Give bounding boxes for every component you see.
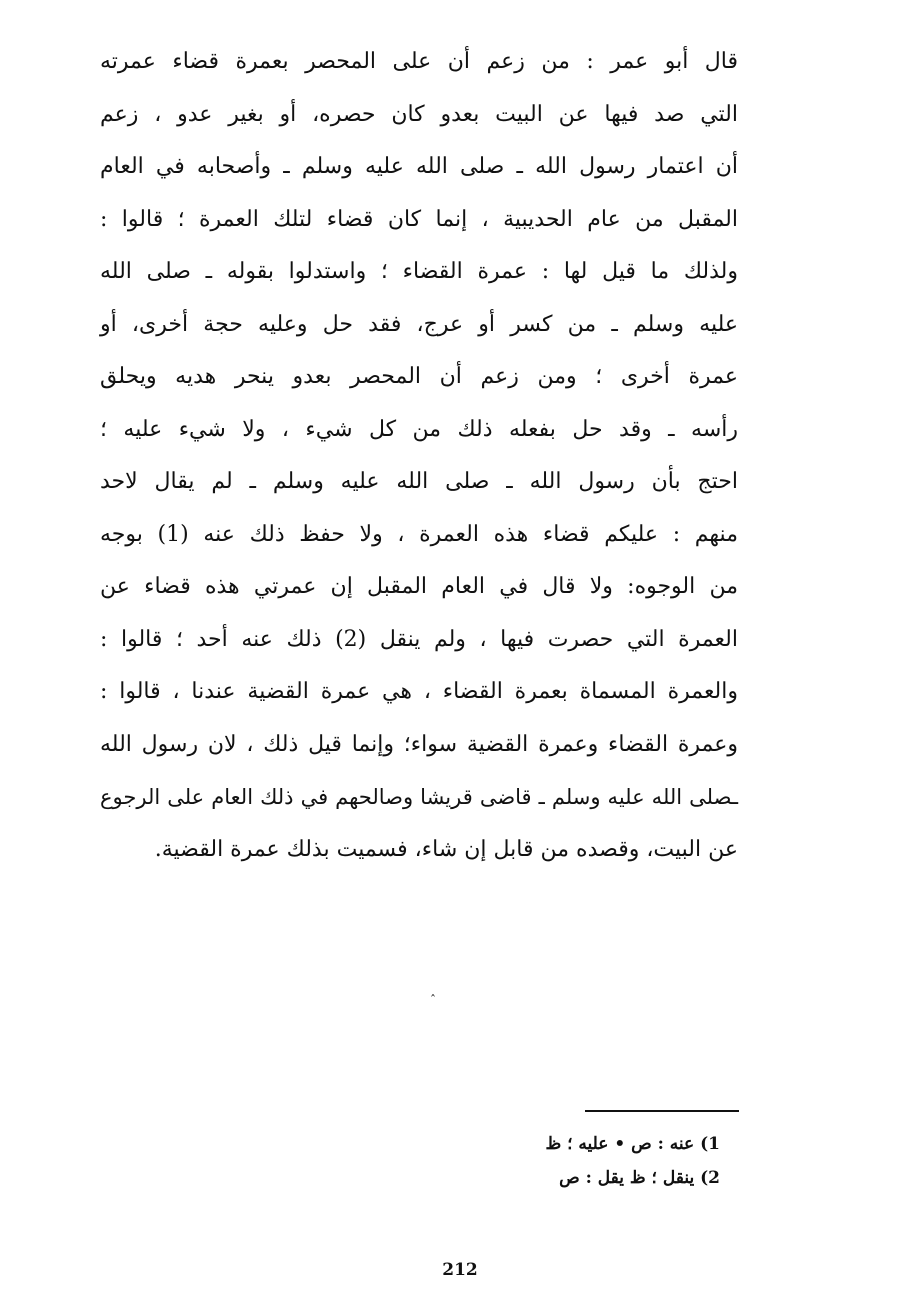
text-line: والعمرة المسماة بعمرة القضاء ، هي عمرة القضية عندنا ، قالوا : bbox=[100, 679, 738, 704]
footnotes-block bbox=[420, 1127, 720, 1195]
text-line: منهم : عليكم قضاء هذه العمرة ، ولا حفظ ذلك عنه (1) بوجه bbox=[100, 521, 738, 547]
text-line: رأسه ـ وقد حل بفعله ذلك من كل شيء ، ولا شيء عليه ؛ bbox=[100, 416, 738, 442]
page-number: 212 bbox=[442, 1260, 478, 1280]
text-line: ولذلك ما قيل لها : عمرة القضاء ؛ واستدلوا بقوله ـ صلى الله bbox=[100, 259, 738, 284]
text-line: وعمرة القضاء وعمرة القضية سواء؛ وإنما قيل ذلك ، لان رسول الله bbox=[100, 731, 738, 757]
text-line-last: عن البيت، وقصده من قابل إن شاء، فسميت بذلك عمرة القضية. bbox=[154, 836, 738, 862]
text-line: عمرة أخرى ؛ ومن زعم أن المحصر بعدو ينحر هديه ويحلق bbox=[100, 364, 738, 389]
text-line: أن اعتمار رسول الله ـ صلى الله عليه وسلم ـ وأصحابه في العام bbox=[100, 154, 738, 179]
footnote-2: 2) ينقل ؛ ظ يقل : ص bbox=[559, 1168, 720, 1188]
text-line: عليه وسلم ـ من كسر أو عرج، فقد حل وعليه حجة أخرى، أو bbox=[100, 311, 738, 337]
section-ornament: ˆ bbox=[430, 993, 436, 1007]
footnote-1: 1) عنه : ص • عليه ؛ ظ bbox=[545, 1134, 720, 1154]
text-line: العمرة التي حصرت فيها ، ولم ينقل (2) ذلك عنه أحد ؛ قالوا : bbox=[100, 626, 738, 652]
main-text-block bbox=[100, 36, 738, 876]
text-line: احتج بأن رسول الله ـ صلى الله عليه وسلم ـ لم يقال لاحد bbox=[100, 469, 738, 494]
text-line: ـصلى الله عليه وسلم ـ قاضى قريشا وصالحهم في ذلك العام على الرجوع bbox=[100, 785, 738, 809]
text-line: من الوجوه: ولا قال في العام المقبل إن عمرتي هذه قضاء عن bbox=[100, 574, 738, 599]
text-line: التي صد فيها عن البيت بعدو كان حصره، أو بغير عدو ، زعم bbox=[100, 101, 738, 127]
text-line: قال أبو عمر : من زعم أن على المحصر بعمرة قضاء عمرته bbox=[100, 49, 738, 74]
text-line: المقبل من عام الحديبية ، إنما كان قضاء لتلك العمرة ؛ قالوا : bbox=[100, 206, 738, 232]
footnote-separator bbox=[585, 1110, 739, 1112]
